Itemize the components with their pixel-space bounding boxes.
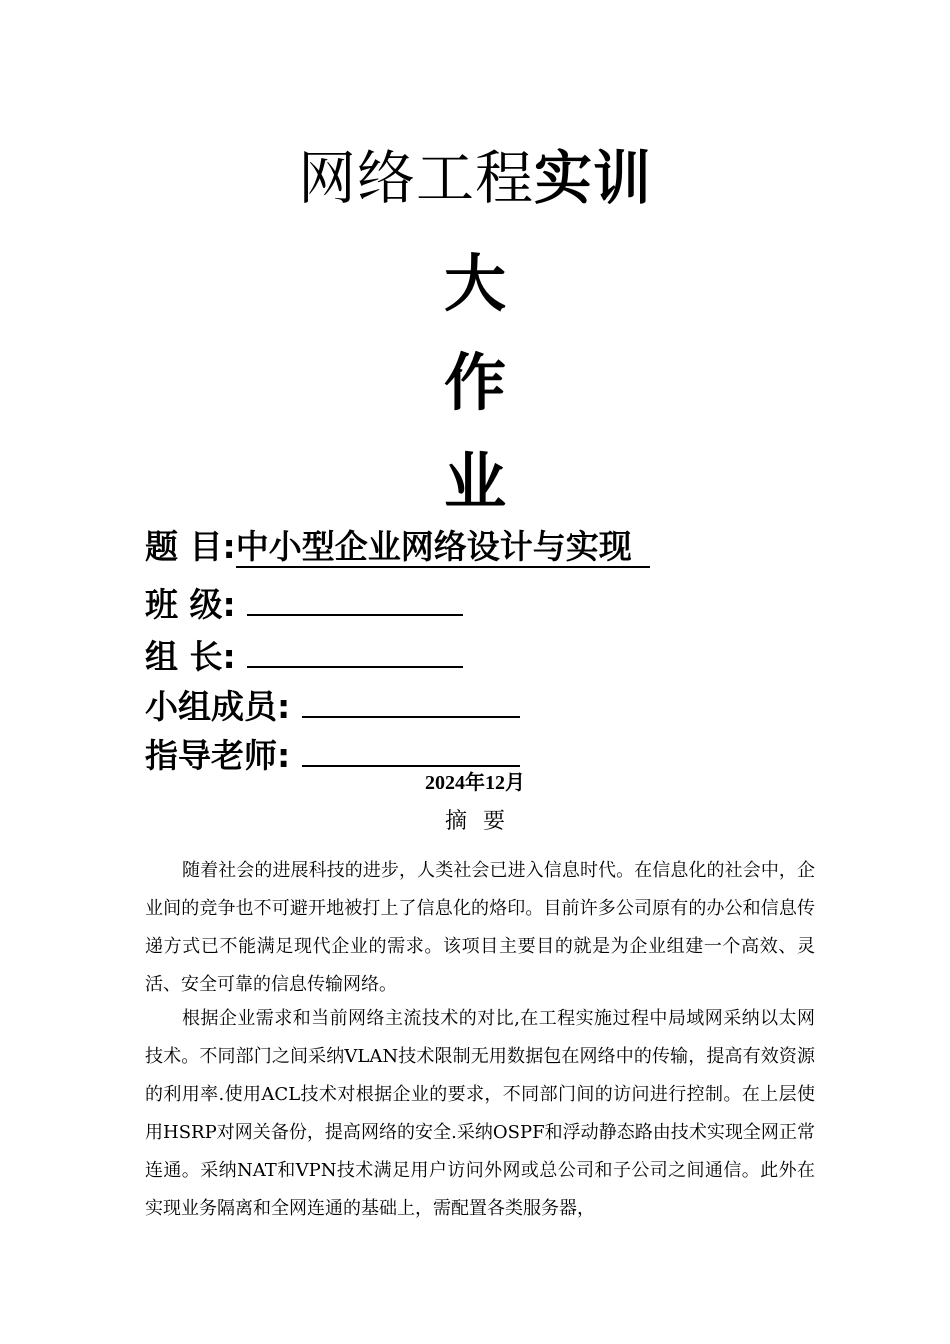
big-title-char-2: 作 — [443, 346, 506, 419]
class-label: 班 级: — [145, 585, 236, 624]
leader-blank — [247, 630, 463, 668]
members-blank — [302, 680, 520, 718]
abstract-paragraph-2: 根据企业需求和当前网络主流技术的对比,在工程实施过程中局域网采纳以太网技术。不同部门之间采纳VLAN技术限制无用数据包在网络中的传输，提高有效资源的利用率.使用ACL技术对根据企业的要求，不同部门间的访问进行控制。在上层使用HSRP对网关备份，提高网络的安全.采纳OSPF和浮动静态路由技术实现全网正常连通。采纳NAT和VPN技术满足用户访问外网或总公司和子公司之间通信。此外在实现业务隔离和全网连通的基础上，需配置各类服务器， — [145, 1008, 815, 1219]
topic-value: 中小型企业网络设计与实现 — [236, 527, 650, 568]
class-blank — [247, 578, 463, 616]
leader-row — [145, 630, 463, 679]
title-regular-part: 网络工程 — [297, 144, 534, 212]
advisor-label: 指导老师: — [145, 736, 291, 775]
members-row — [145, 680, 520, 729]
advisor-blank — [302, 729, 520, 767]
topic-row — [145, 525, 650, 569]
abstract-heading: 摘要 — [444, 809, 521, 834]
big-title-char-1: 大 — [443, 247, 506, 320]
title-bold-part: 实训 — [534, 144, 653, 212]
big-title-char-3: 业 — [443, 445, 506, 518]
members-label: 小组成员: — [145, 687, 291, 726]
class-row — [145, 578, 463, 627]
abstract-paragraph-1: 随着社会的进展科技的进步，人类社会已进入信息时代。在信息化的社会中，企业间的竞争也不可避开地被打上了信息化的烙印。目前许多公司原有的办公和信息传递方式已不能满足现代企业的需求。该项目主要目的就是为企业组建一个高效、灵活、安全可靠的信息传输网络。 — [145, 860, 815, 995]
topic-label: 题 目: — [145, 527, 236, 566]
document-date: 2024年12月 — [425, 772, 525, 794]
document-title — [0, 138, 950, 218]
leader-label: 组 长: — [145, 637, 236, 676]
